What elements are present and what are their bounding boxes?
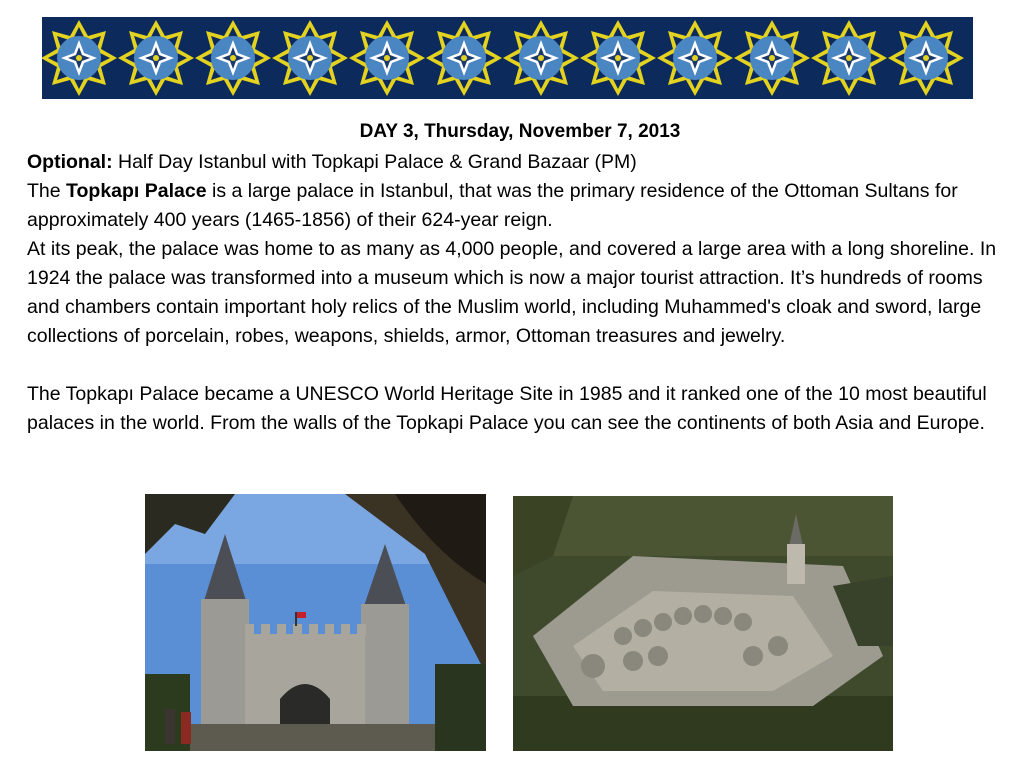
paragraph-1-prefix: The <box>27 180 67 202</box>
paragraph-3: The Topkapı Palace became a UNESCO World Heritage Site in 1985 and it ranked one of the 10 most beautiful palaces in the world. From the walls of the Topkapi Palace you can see the continents of both Asia and Europe. <box>27 383 987 434</box>
palace-gate-photo <box>145 494 486 751</box>
optional-text: Half Day Istanbul with Topkapi Palace & Grand Bazaar (PM) <box>112 151 637 173</box>
optional-line <box>27 148 1017 177</box>
paragraph-2: At its peak, the palace was home to as many as 4,000 people, and covered a large area with a long shoreline. In 1924 the palace was transformed into a museum which is now a major tourist attraction. It’s hundreds of rooms and chambers contain important holy relics of the Muslim world, including Muhammed's cloak and sword, large collections of porcelain, robes, weapons, shields, armor, Ottoman treasures and jewelry. <box>27 238 997 347</box>
optional-label: Optional: <box>27 151 113 173</box>
body-text <box>27 148 1017 438</box>
paragraph-1 <box>27 177 1017 235</box>
ornamental-tile-banner <box>42 17 973 99</box>
spacer <box>27 351 1017 380</box>
palace-aerial-photo <box>513 496 893 751</box>
paragraph-1-rest: is a large palace in Istanbul, that was the primary residence of the Ottoman Sultans for approximately 400 years (1465-1856) of their 624-year reign. <box>27 180 958 231</box>
topkapi-palace-bold: Topkapı Palace <box>66 180 207 202</box>
ornamental-stars-pattern <box>42 17 973 99</box>
day-heading: DAY 3, Thursday, November 7, 2013 <box>359 121 681 142</box>
